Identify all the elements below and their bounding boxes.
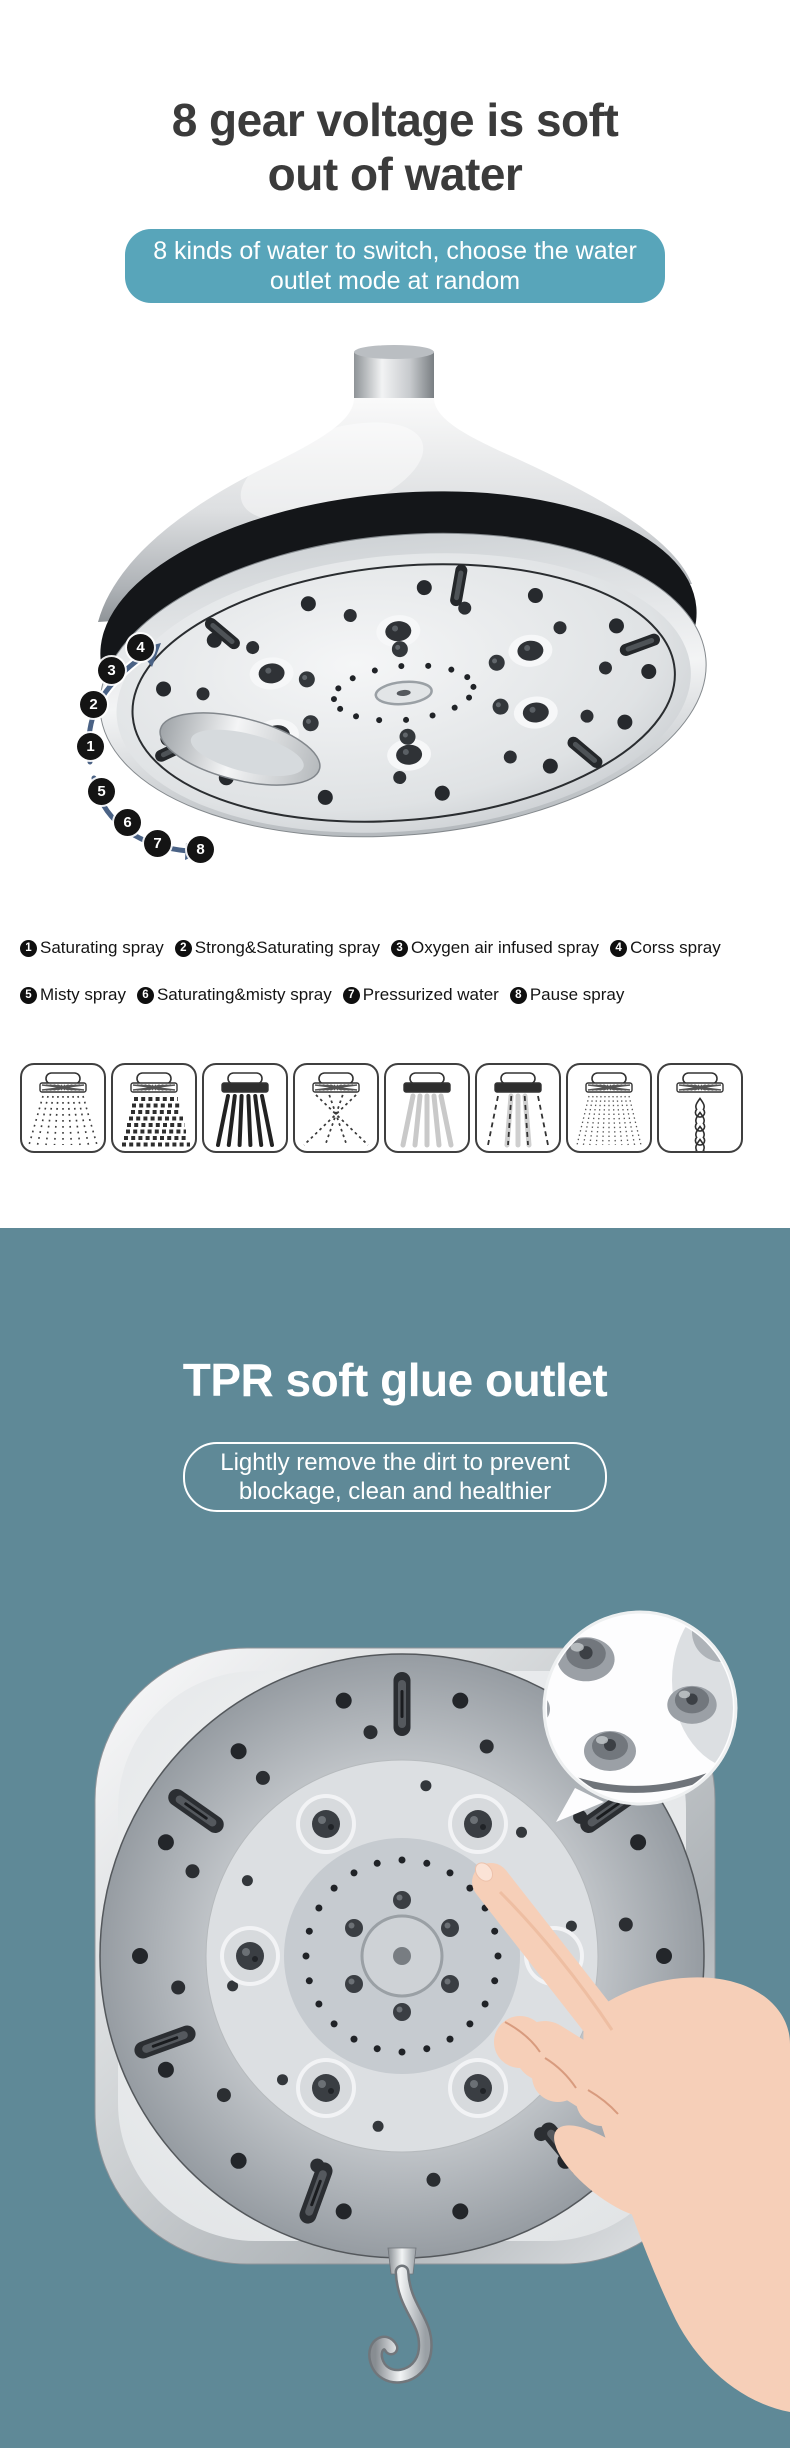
legend-label: Saturating&misty spray [156,985,332,1004]
callout-badge-5: 5 [88,778,115,805]
callout-badge-8: 8 [187,836,214,863]
spray-mode-box-2 [111,1063,197,1153]
callout-badge-4: 4 [127,634,154,661]
tpr-subtitle-line-2: blockage, clean and healthier [238,1478,552,1505]
legend-label: Pause spray [529,985,625,1004]
tpr-rubber-nozzle [557,1637,614,1681]
callout-badge-7: 7 [144,830,171,857]
subtitle-badge-line-1: 8 kinds of water to switch, choose the water [153,237,637,265]
spray-mode-boxes [20,1063,743,1153]
section-tpr-outlet [0,1228,790,2448]
showerhead-top-illustration [40,300,750,890]
circled-number-3: 3 [391,940,408,957]
spray-mode-box-4 [293,1063,379,1153]
tpr-subtitle-line-1: Lightly remove the dirt to prevent [220,1449,570,1476]
pause-spray-icon [659,1065,741,1151]
legend-item [343,985,499,1005]
strong-saturating-spray-icon [113,1065,195,1151]
circled-number-4: 4 [610,940,627,957]
cross-spray-icon [295,1065,377,1151]
legend-item [137,985,332,1005]
legend-item [510,985,625,1005]
legend-label: Corss spray [630,938,721,957]
circled-number-6: 6 [137,987,154,1004]
legend-item [391,938,599,958]
spray-legend-row-1 [20,938,780,958]
tpr-subtitle-badge [183,1442,607,1512]
legend-label: Pressurized water [362,985,499,1004]
tpr-section-title: TPR soft glue outlet [182,1354,608,1406]
circled-number-5: 5 [20,987,37,1004]
legend-label: Saturating spray [40,938,164,957]
misty-spray-icon [386,1065,468,1151]
spray-mode-box-7 [566,1063,652,1153]
saturating-misty-spray-icon [477,1065,559,1151]
callout-badge-1: 1 [77,733,104,760]
legend-item [175,938,380,958]
legend-label: Misty spray [40,985,126,1004]
spray-mode-box-1 [20,1063,106,1153]
saturating-spray-icon [22,1065,104,1151]
circled-number-8: 8 [510,987,527,1004]
oxygen-air-infused-spray-icon [204,1065,286,1151]
callout-badge-6: 6 [114,809,141,836]
legend-label: Oxygen air infused spray [411,938,600,957]
legend-item [20,938,164,958]
showerhead-top-svg [40,300,750,890]
spray-mode-box-3 [202,1063,288,1153]
callout-badge-2: 2 [80,691,107,718]
page-title [0,93,790,201]
circled-number-7: 7 [343,987,360,1004]
legend-item [610,938,721,958]
hanging-hook [376,2248,426,2376]
legend-item [20,985,126,1005]
callout-badge-3: 3 [98,657,125,684]
showerhead-stem [354,352,434,404]
spray-mode-box-8 [657,1063,743,1153]
spray-mode-box-5 [384,1063,470,1153]
subtitle-badge [125,229,665,303]
circled-number-2: 2 [175,940,192,957]
pressurized-water-icon [568,1065,650,1151]
showerhead-face-svg [0,1560,790,2448]
title-line-1: 8 gear voltage is soft [171,94,619,146]
title-line-2: out of water [267,148,523,200]
showerhead-face-illustration [0,1560,790,2448]
spray-mode-box-6 [475,1063,561,1153]
subtitle-badge-line-2: outlet mode at random [269,267,521,295]
legend-label: Strong&Saturating spray [194,938,381,957]
circled-number-1: 1 [20,940,37,957]
spray-legend-row-2 [20,985,780,1005]
